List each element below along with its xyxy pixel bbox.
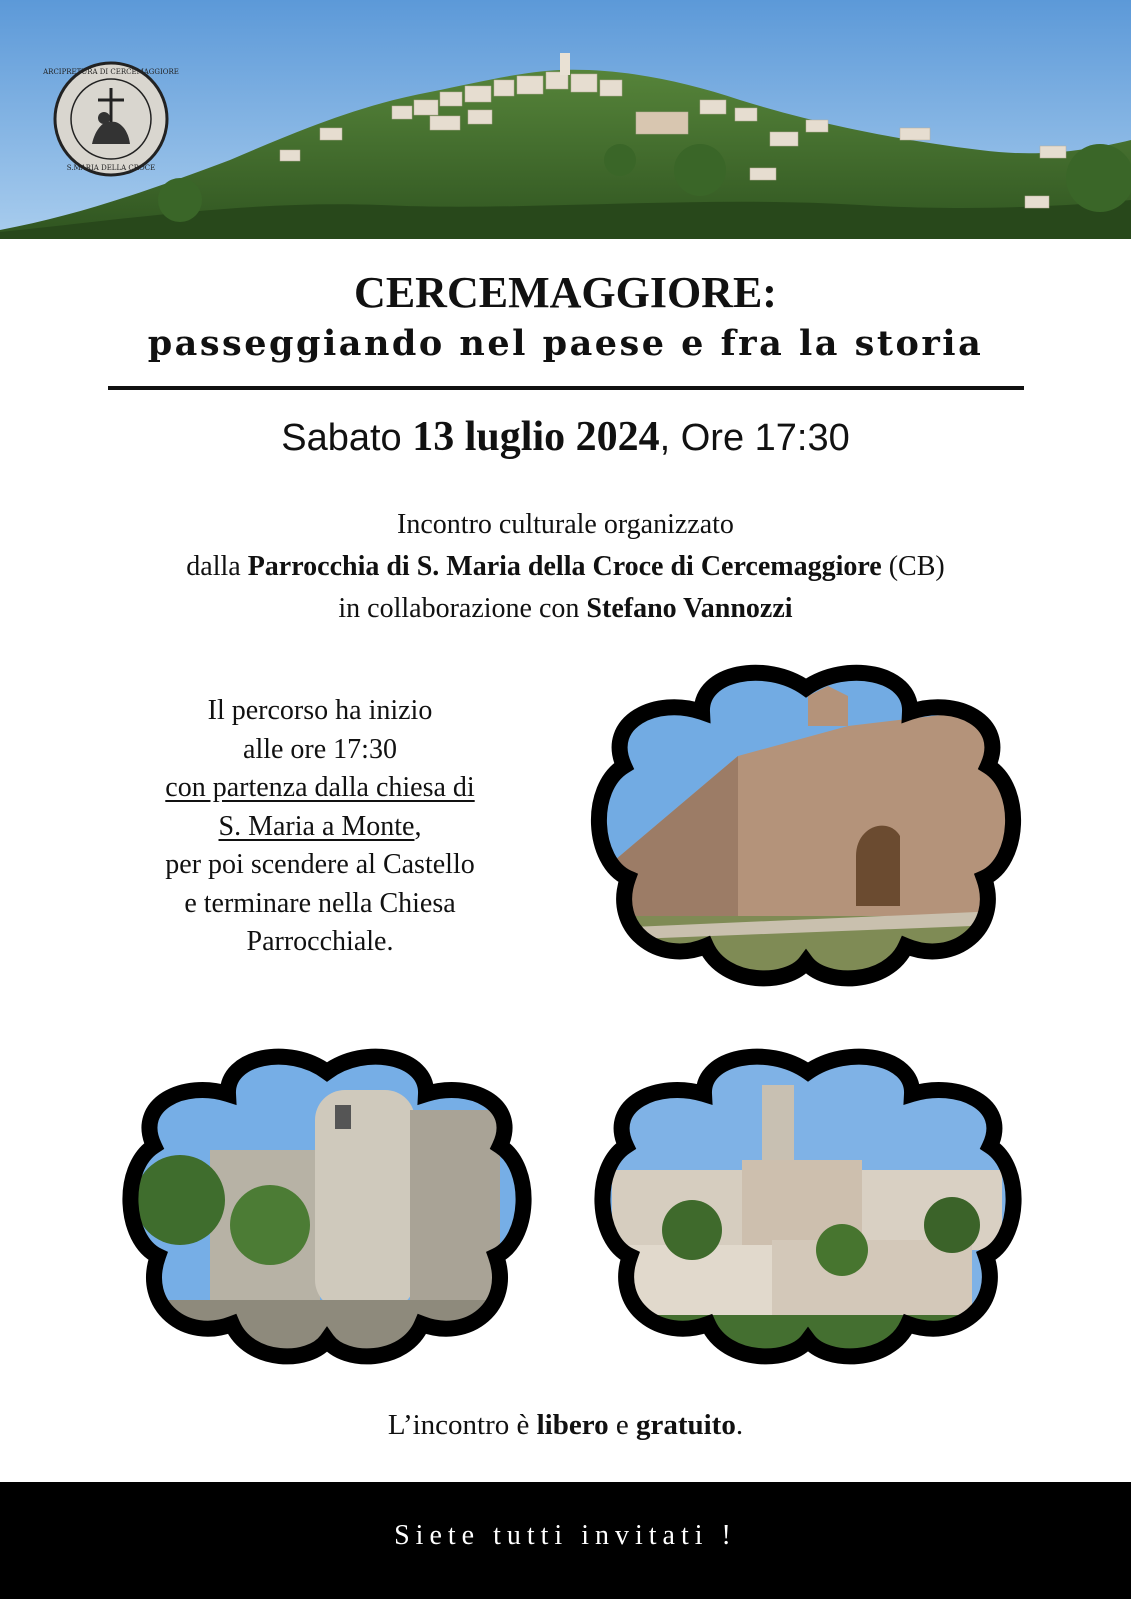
church-facade-photo [588,666,1024,986]
route-line-6: e terminare nella Chiesa [184,887,456,919]
admission-free: libero [536,1409,609,1441]
event-day: Sabato [281,417,413,459]
admission-conj: e [608,1409,636,1441]
page-title: CERCEMAGGIORE: [354,268,777,317]
town-bell-tower-photo [592,1050,1024,1364]
admission-period: . [735,1409,744,1441]
event-date [0,412,1131,463]
route-start-underlined: con partenza dalla chiesa di [165,772,475,803]
organizer-province: (CB) [881,551,945,582]
admission-note [0,1405,1131,1445]
organizer-line-3 [0,588,1131,630]
organizer-prefix: dalla [186,551,248,582]
castle-tower-photo [120,1050,534,1364]
route-line-5: per poi scendere al Castello [165,849,475,880]
route-description [105,692,535,962]
svg-text:ARCIPRETURA DI CERCEMAGGIORE: ARCIPRETURA DI CERCEMAGGIORE [43,68,179,76]
organizer-line-2 [0,546,1131,588]
event-time: , Ore 17:30 [659,417,850,459]
admission-prefix: L’incontro è [387,1409,537,1441]
admission-gratis: gratuito [635,1409,736,1441]
footer-bar [0,1482,1131,1599]
footer-invitation: Siete tutti invitati ! [394,1520,737,1551]
route-comma: , [414,810,422,842]
route-line-2: alle ore 17:30 [243,733,397,765]
organizer-block [0,504,1131,630]
route-line-1: Il percorso ha inizio [207,695,433,726]
parish-seal-logo [43,60,179,178]
svg-text:S.MARIA DELLA CROCE: S.MARIA DELLA CROCE [66,164,156,172]
route-start-church: S. Maria a Monte [218,810,415,842]
route-line-4 [105,808,535,847]
organizer-line-1: Incontro culturale organizzato [397,509,734,540]
page-subtitle: passeggiando nel paese e fra la storia [147,323,984,364]
title-divider [108,386,1024,390]
organizer-parish: Parrocchia di S. Maria della Croce di Cercemaggiore [247,551,882,582]
event-date-value: 13 luglio 2024 [412,414,660,460]
route-line-7: Parrocchiale. [246,926,394,957]
collaborator-name: Stefano Vannozzi [586,593,793,624]
route-line-3 [105,769,535,808]
collaboration-prefix: in collaborazione con [338,593,587,624]
